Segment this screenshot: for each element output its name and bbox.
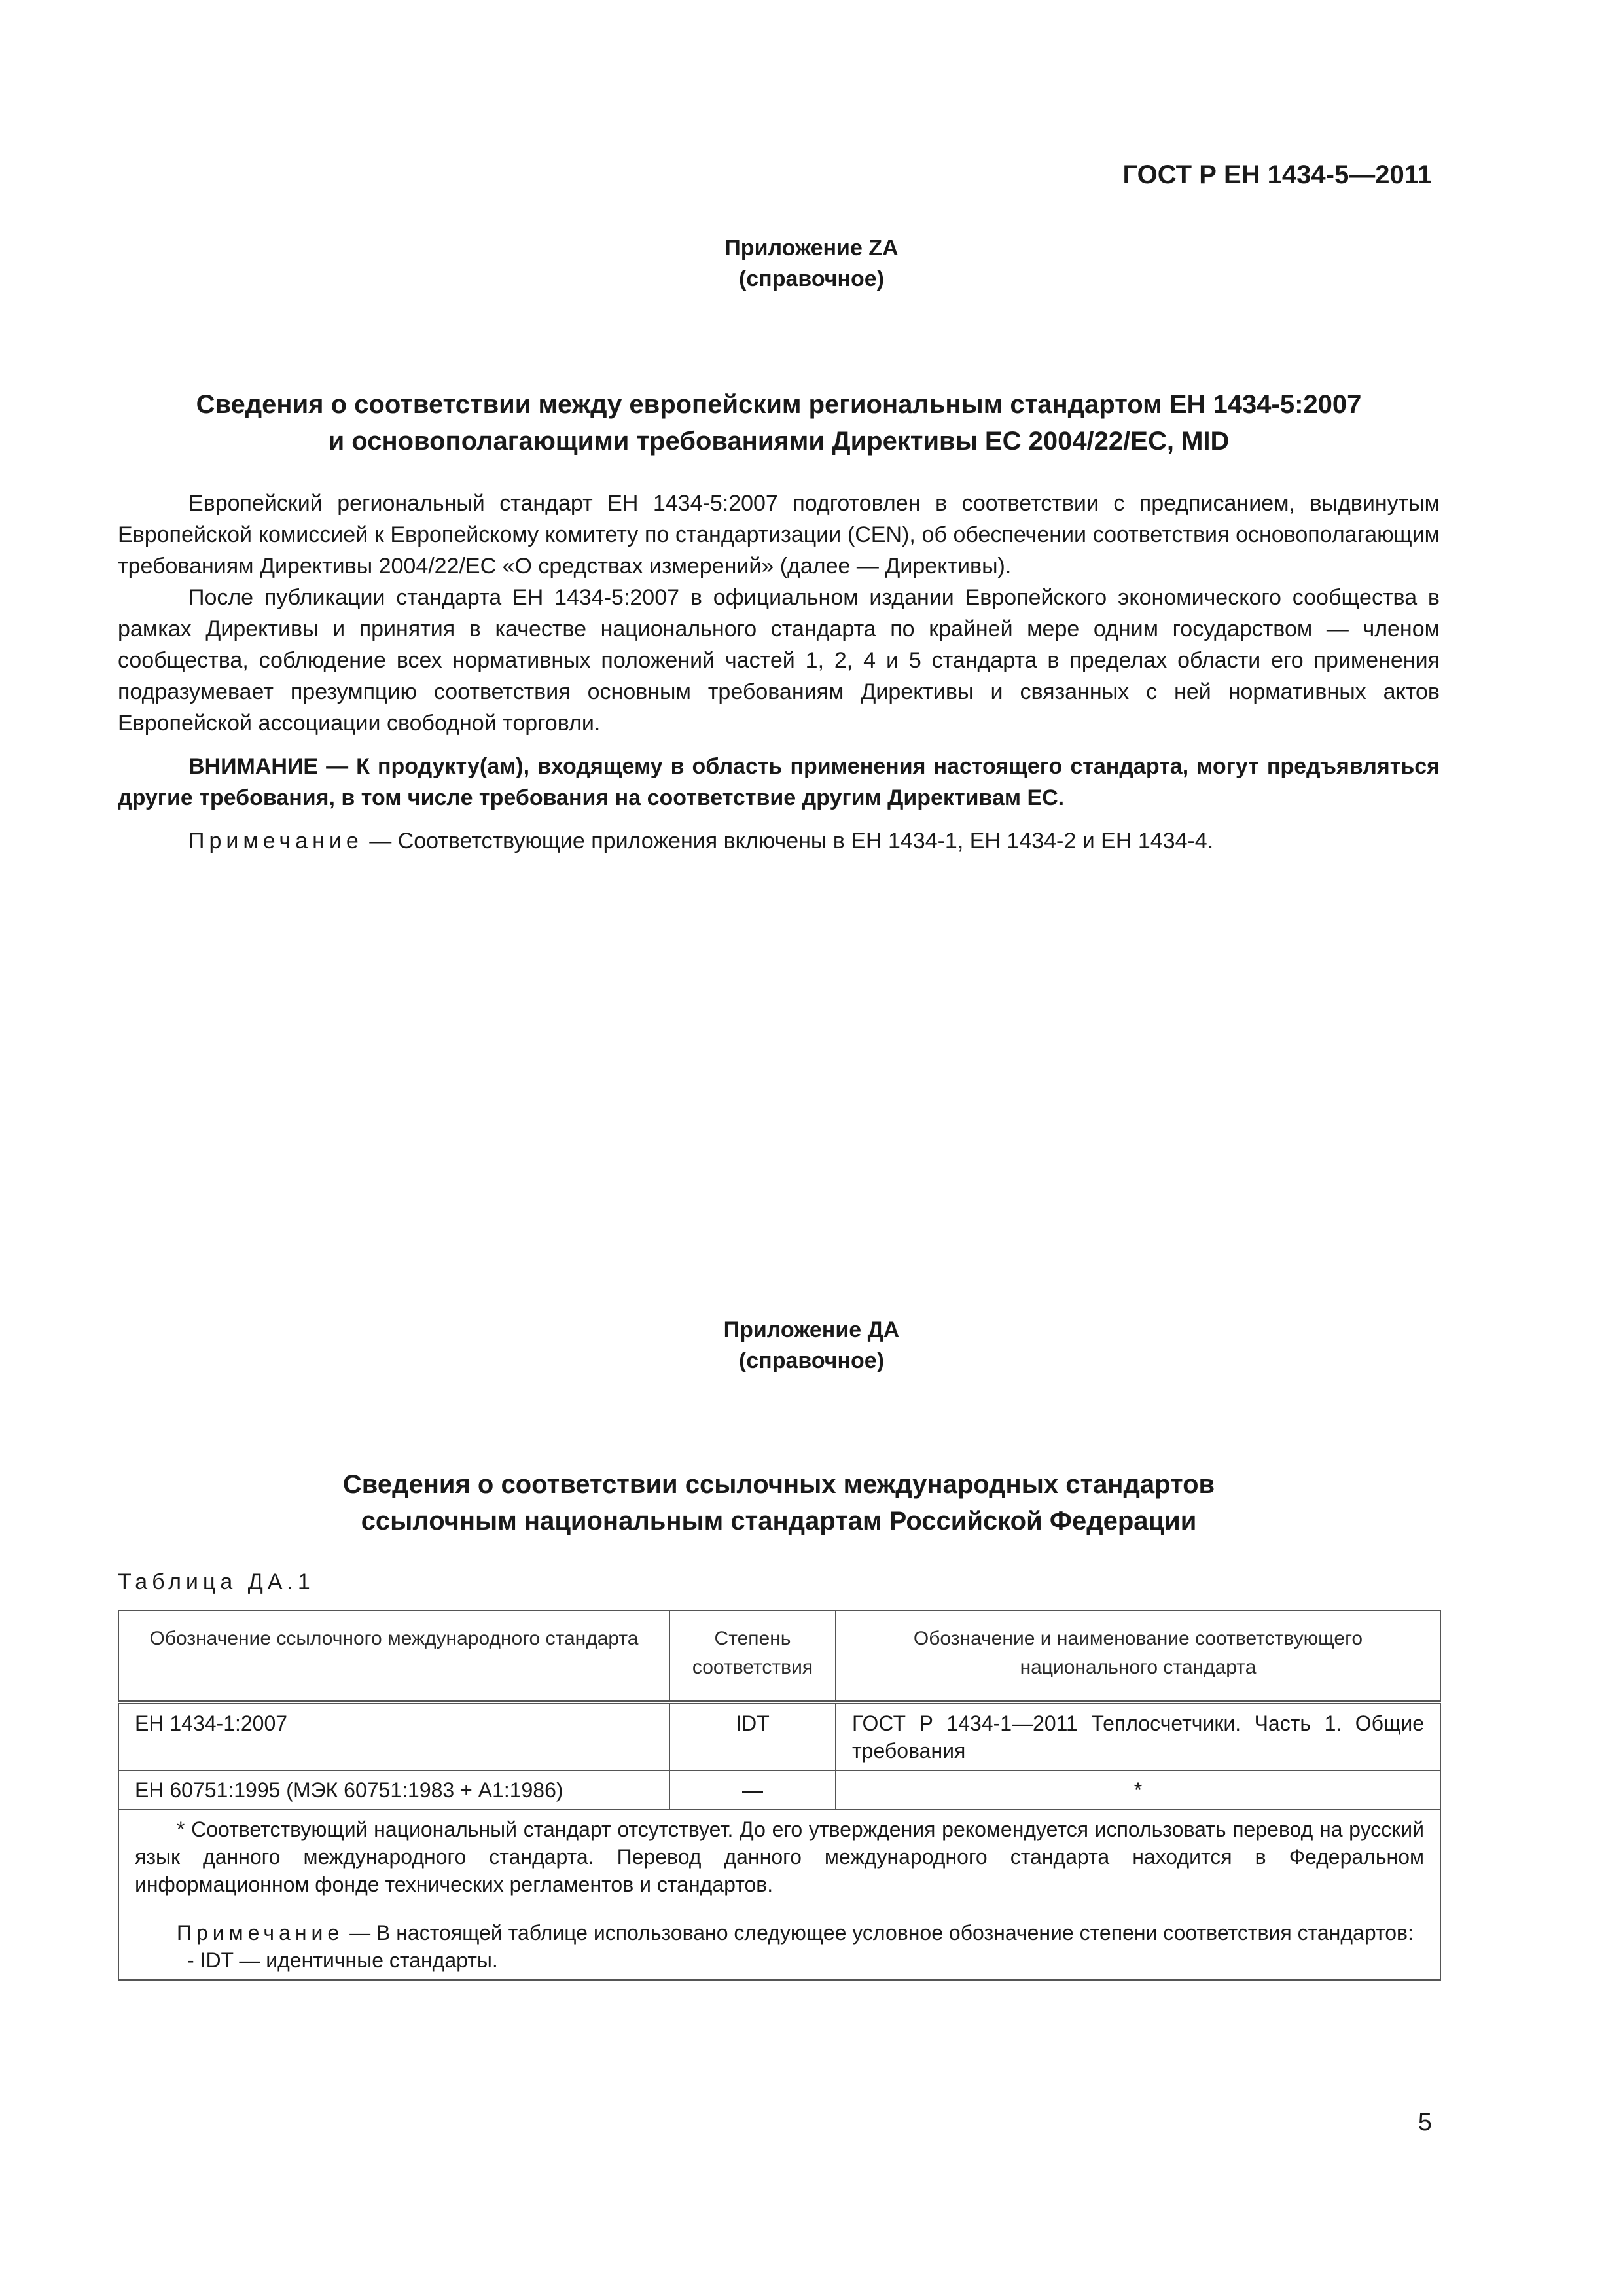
table-note-label: Примечание: [177, 1921, 344, 1945]
table-note: [135, 1919, 1424, 1946]
appendix-za-para-2: После публикации стандарта ЕН 1434-5:2007 в официальном издании Европейского экономического сообщества в рамках Директивы и принятия в качестве национального стандарта по крайней мере одним государством — членом сообщества, соблюдение всех нормативных положений частей 1, 2, 4 и 5 стандарта в пределах области его применения подразумевает презумпцию соответствия основным требованиям Директивы и связанных с ней нормативных актов Европейской ассоциации свободной торговли.: [118, 585, 1440, 736]
appendix-za-attention: ВНИМАНИЕ — К продукту(ам), входящему в область применения настоящего стандарта, могут предъявляться другие требования, в том числе требования на соответствие другим Директивам ЕС.: [118, 754, 1440, 810]
column-header-intl: Обозначение ссылочного международного стандарта: [118, 1611, 669, 1702]
appendix-da-title-line2: ссылочным национальным стандартам Российской Федерации: [361, 1507, 1197, 1535]
appendix-za-para-1: Европейский региональный стандарт ЕН 1434-5:2007 подготовлен в соответствии с предписанием, выдвинутым Европейской комиссией к Европейскому комитету по стандартизации (CEN), об обеспечении соответствия основополагающим требованиям Директивы 2004/22/ЕС «О средствах измерений» (далее — Директивы).: [118, 491, 1440, 579]
table-row: [118, 1770, 1440, 1810]
table-footer-row: [118, 1810, 1440, 1980]
appendix-za-title-line1: Сведения о соответствии между европейским региональным стандартом ЕН 1434-5:2007: [196, 390, 1362, 419]
page-number: 5: [1418, 2109, 1432, 2136]
table-caption: Таблица ДА.1: [118, 1570, 315, 1594]
appendix-da-title: [118, 1466, 1440, 1539]
appendix-da-title-line1: Сведения о соответствии ссылочных международных стандартов: [342, 1470, 1215, 1499]
appendix-za-note: [118, 825, 1440, 857]
appendix-za-title: [118, 386, 1440, 459]
column-header-national: Обозначение и наименование соответствующего национального стандарта: [836, 1611, 1440, 1702]
column-header-degree: Степень соответствия: [669, 1611, 836, 1702]
appendix-da-label: Приложение ДА: [723, 1318, 900, 1342]
cell-intl: ЕН 1434-1:2007: [118, 1702, 669, 1770]
table-header-row: [118, 1611, 1440, 1702]
appendix-za-status: (справочное): [738, 266, 885, 291]
appendix-za-title-line2: и основополагающими требованиями Директивы ЕС 2004/22/ЕС, MID: [328, 427, 1230, 456]
table-footer: [118, 1810, 1440, 1980]
note-text: — Соответствующие приложения включены в ЕН 1434-1, ЕН 1434-2 и ЕН 1434-4.: [363, 829, 1214, 853]
cell-degree: IDT: [669, 1702, 836, 1770]
cell-degree: —: [669, 1770, 836, 1810]
cell-national: ГОСТ Р 1434-1—2011 Теплосчетчики. Часть 1. Общие требования: [836, 1702, 1440, 1770]
appendix-za-label: Приложение ZA: [724, 236, 899, 260]
document-code: ГОСТ Р ЕН 1434-5—2011: [1122, 160, 1432, 189]
appendix-za-body: [118, 488, 1440, 857]
cell-intl: ЕН 60751:1995 (МЭК 60751:1983 + А1:1986): [118, 1770, 669, 1810]
table-note-text: — В настоящей таблице использовано следующее условное обозначение степени соответствия стандартов:: [344, 1921, 1414, 1945]
table-note-item: - IDT — идентичные стандарты.: [187, 1948, 498, 1972]
table-row: [118, 1702, 1440, 1770]
note-label: Примечание: [188, 829, 363, 853]
table-footnote: * Соответствующий национальный стандарт отсутствует. До его утверждения рекомендуется использовать перевод на русский язык данного международного стандарта. Перевод данного международного стандарта находится в Федеральном информационном фонде технических регламентов и стандартов.: [135, 1818, 1424, 1896]
appendix-da-status: (справочное): [738, 1348, 885, 1373]
cell-national: *: [836, 1770, 1440, 1810]
reference-table: [118, 1610, 1441, 1981]
